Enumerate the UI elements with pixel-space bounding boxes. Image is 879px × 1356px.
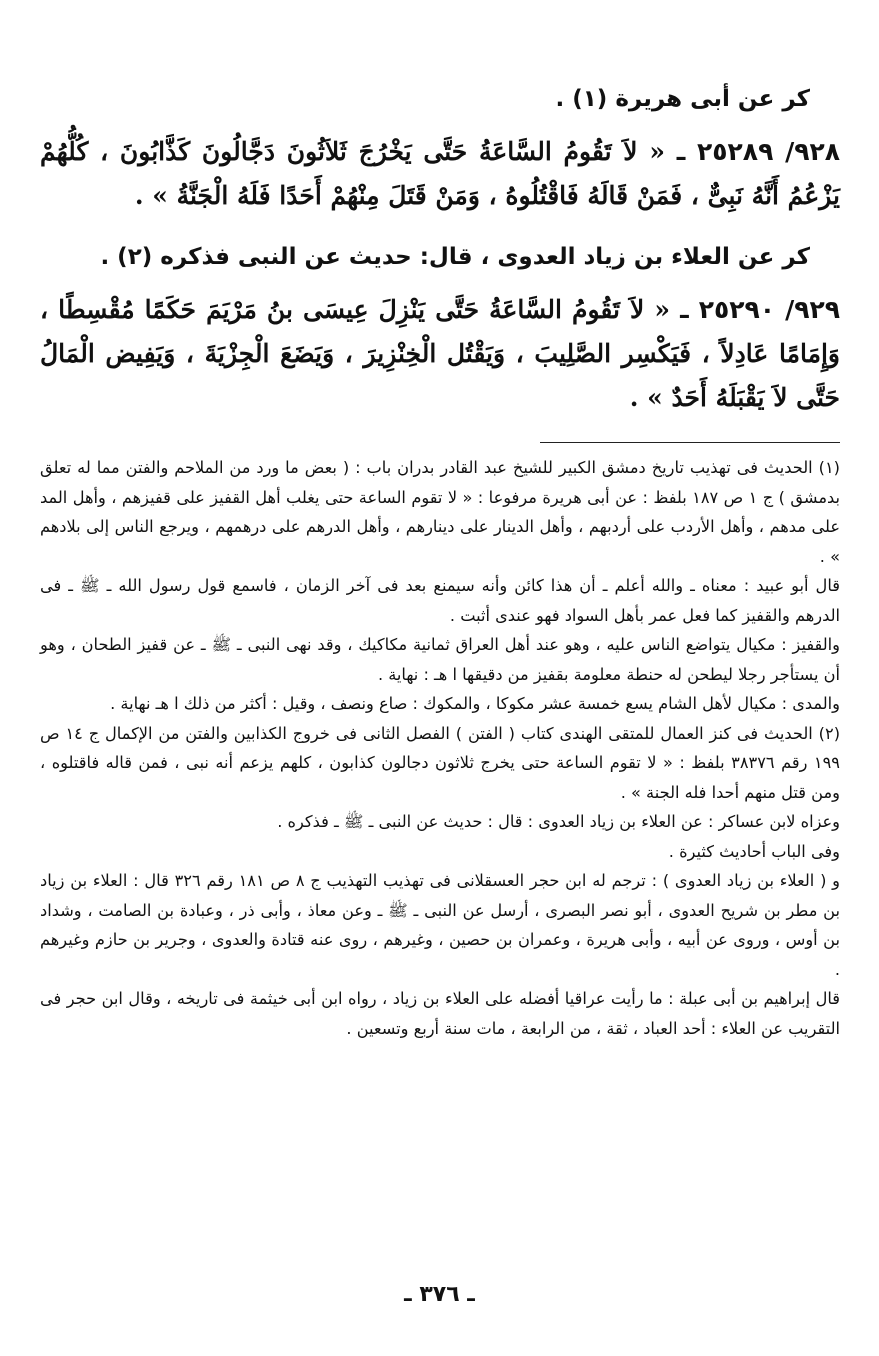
footnote-1-para: قال أبو عبيد : معناه ـ والله أعلم ـ أن هذا كائن وأنه سيمنع بعد فى آخر الزمان ، فاسمع قول رسول الله ـ ﷺ ـ فى الدرهم والقفيز كما فعل عمر بأهل السواد فهو عندى أثبت . xyxy=(40,576,840,625)
hadith-text: « لاَ تَقُومُ السَّاعَةُ حَتَّى يَخْرُجَ ثَلاَثُونَ دَجَّالُونَ كَذَّابُونَ ، كُلُّهُمْ يَزْعُمُ أَنَّهُ نَبِىٌّ ، فَمَنْ قَالَهُ فَاقْتُلُوهُ ، وَمَنْ قَتَلَ مِنْهُمْ أَحَدًا فَلَهُ الْجَنَّةُ » . xyxy=(40,137,840,210)
hadith-number: ٩٢٩/ ٢٥٢٩٠ ـ xyxy=(680,295,840,324)
footnote-1-para: (١) الحديث فى تهذيب تاريخ دمشق الكبير للشيخ عبد القادر بدران باب : ( بعض ما ورد من الملاحم والفتن مما له تعلق بدمشق ) ج ١ ص ١٨٧ بلفظ : عن أبى هريرة مرفوعا : « لا تقوم الساعة حتى يغلب أهل القفيز على قفيزهم ، وأهل المد على مدهم ، وأهل الأردب على أردبهم ، وأهل الدينار على دينارهم ، وأهل الدرهم على درهمهم ، ويرجع الناس إلى بلادهم » . xyxy=(40,458,840,566)
source-line-1: كر عن أبى هريرة (١) . xyxy=(555,86,810,112)
hadith-text: « لاَ تَقُومُ السَّاعَةُ حَتَّى يَنْزِلَ عِيسَى بنُ مَرْيَمَ حَكَمًا مُقْسِطًا ، وَإِمَامًا عَادِلاً ، فَيَكْسِر الصَّلِيبَ ، وَيَقْتُل الْخِنْزِيرَ ، وَيَضَعَ الْجِزْيَةَ ، وَيَفِيض الْمَالُ حَتَّى لاَ يَقْبَلَهُ أَحَدٌ » . xyxy=(40,295,840,412)
footnotes xyxy=(40,453,840,1043)
footnote-2-para: وعزاه لابن عساكر : عن العلاء بن زياد العدوى : قال : حديث عن النبى ـ ﷺ ـ فذكره . xyxy=(277,812,840,831)
footnote-1-para: والمدى : مكيال لأهل الشام يسع خمسة عشر مكوكا ، والمكوك : صاع ونصف ، وقيل : أكثر من ذلك ا هـ نهاية . xyxy=(110,694,840,713)
page-number: ـ ٣٧٦ ـ xyxy=(404,1282,475,1307)
footnote-2-para: و ( العلاء بن زياد العدوى ) : ترجم له ابن حجر العسقلانى فى تهذيب التهذيب ج ٨ ص ١٨١ رقم ٣٢٦ قال : العلاء بن زياد بن مطر بن شريح العدوى ، أبو نصر البصرى ، أرسل عن النبى ـ ﷺ ـ وعن معاذ ، وأبى ذر ، وعبادة بن الصامت ، وشداد بن أوس ، وروى عن أبيه ، وأبى هريرة ، وعمران بن حصين ، وغيرهم ، روى عنه قتادة والعدوى ، وجرير بن حازم وغيرهم . xyxy=(40,871,840,979)
footnote-divider xyxy=(540,442,840,443)
hadith-929 xyxy=(40,288,840,420)
hadith-number: ٩٢٨/ ٢٥٢٨٩ ـ xyxy=(676,137,840,166)
footnote-1-para: والقفيز : مكيال يتواضع الناس عليه ، وهو عند أهل العراق ثمانية مكاكيك ، وقد نهى النبى ـ ﷺ ـ عن قفيز الطحان ، وهو أن يستأجر رجلا ليطحن له حنطة معلومة بقفيز من دقيقها ا هـ : نهاية . xyxy=(40,635,840,684)
main-text xyxy=(40,82,840,420)
page-body xyxy=(40,82,840,1043)
source-line-2: كر عن العلاء بن زياد العدوى ، قال: حديث عن النبى فذكره (٢) . xyxy=(100,244,810,270)
footnote-2-para: (٢) الحديث فى كنز العمال للمتقى الهندى كتاب ( الفتن ) الفصل الثانى فى خروج الكذابين والفتن من الإكمال ج ١٤ ص ١٩٩ رقم ٣٨٣٧٦ بلفظ : « لا تقوم الساعة حتى يخرج ثلاثون دجالون كذابون ، كلهم يزعم أنه نبى ، فمن قاله فاقتلوه ، ومن قتل منهم أحدا فله الجنة » . xyxy=(40,723,841,802)
footnote-2-para: قال إبراهيم بن أبى عبلة : ما رأيت عراقيا أفضله على العلاء بن زياد ، رواه ابن أبى خيثمة فى تاريخه ، وقال ابن حجر فى التقريب عن العلاء : أحد العباد ، ثقة ، من الرابعة ، مات سنة أربع وتسعين . xyxy=(40,989,840,1038)
hadith-928 xyxy=(40,130,840,218)
footnote-2-para: وفى الباب أحاديث كثيرة . xyxy=(668,841,840,861)
